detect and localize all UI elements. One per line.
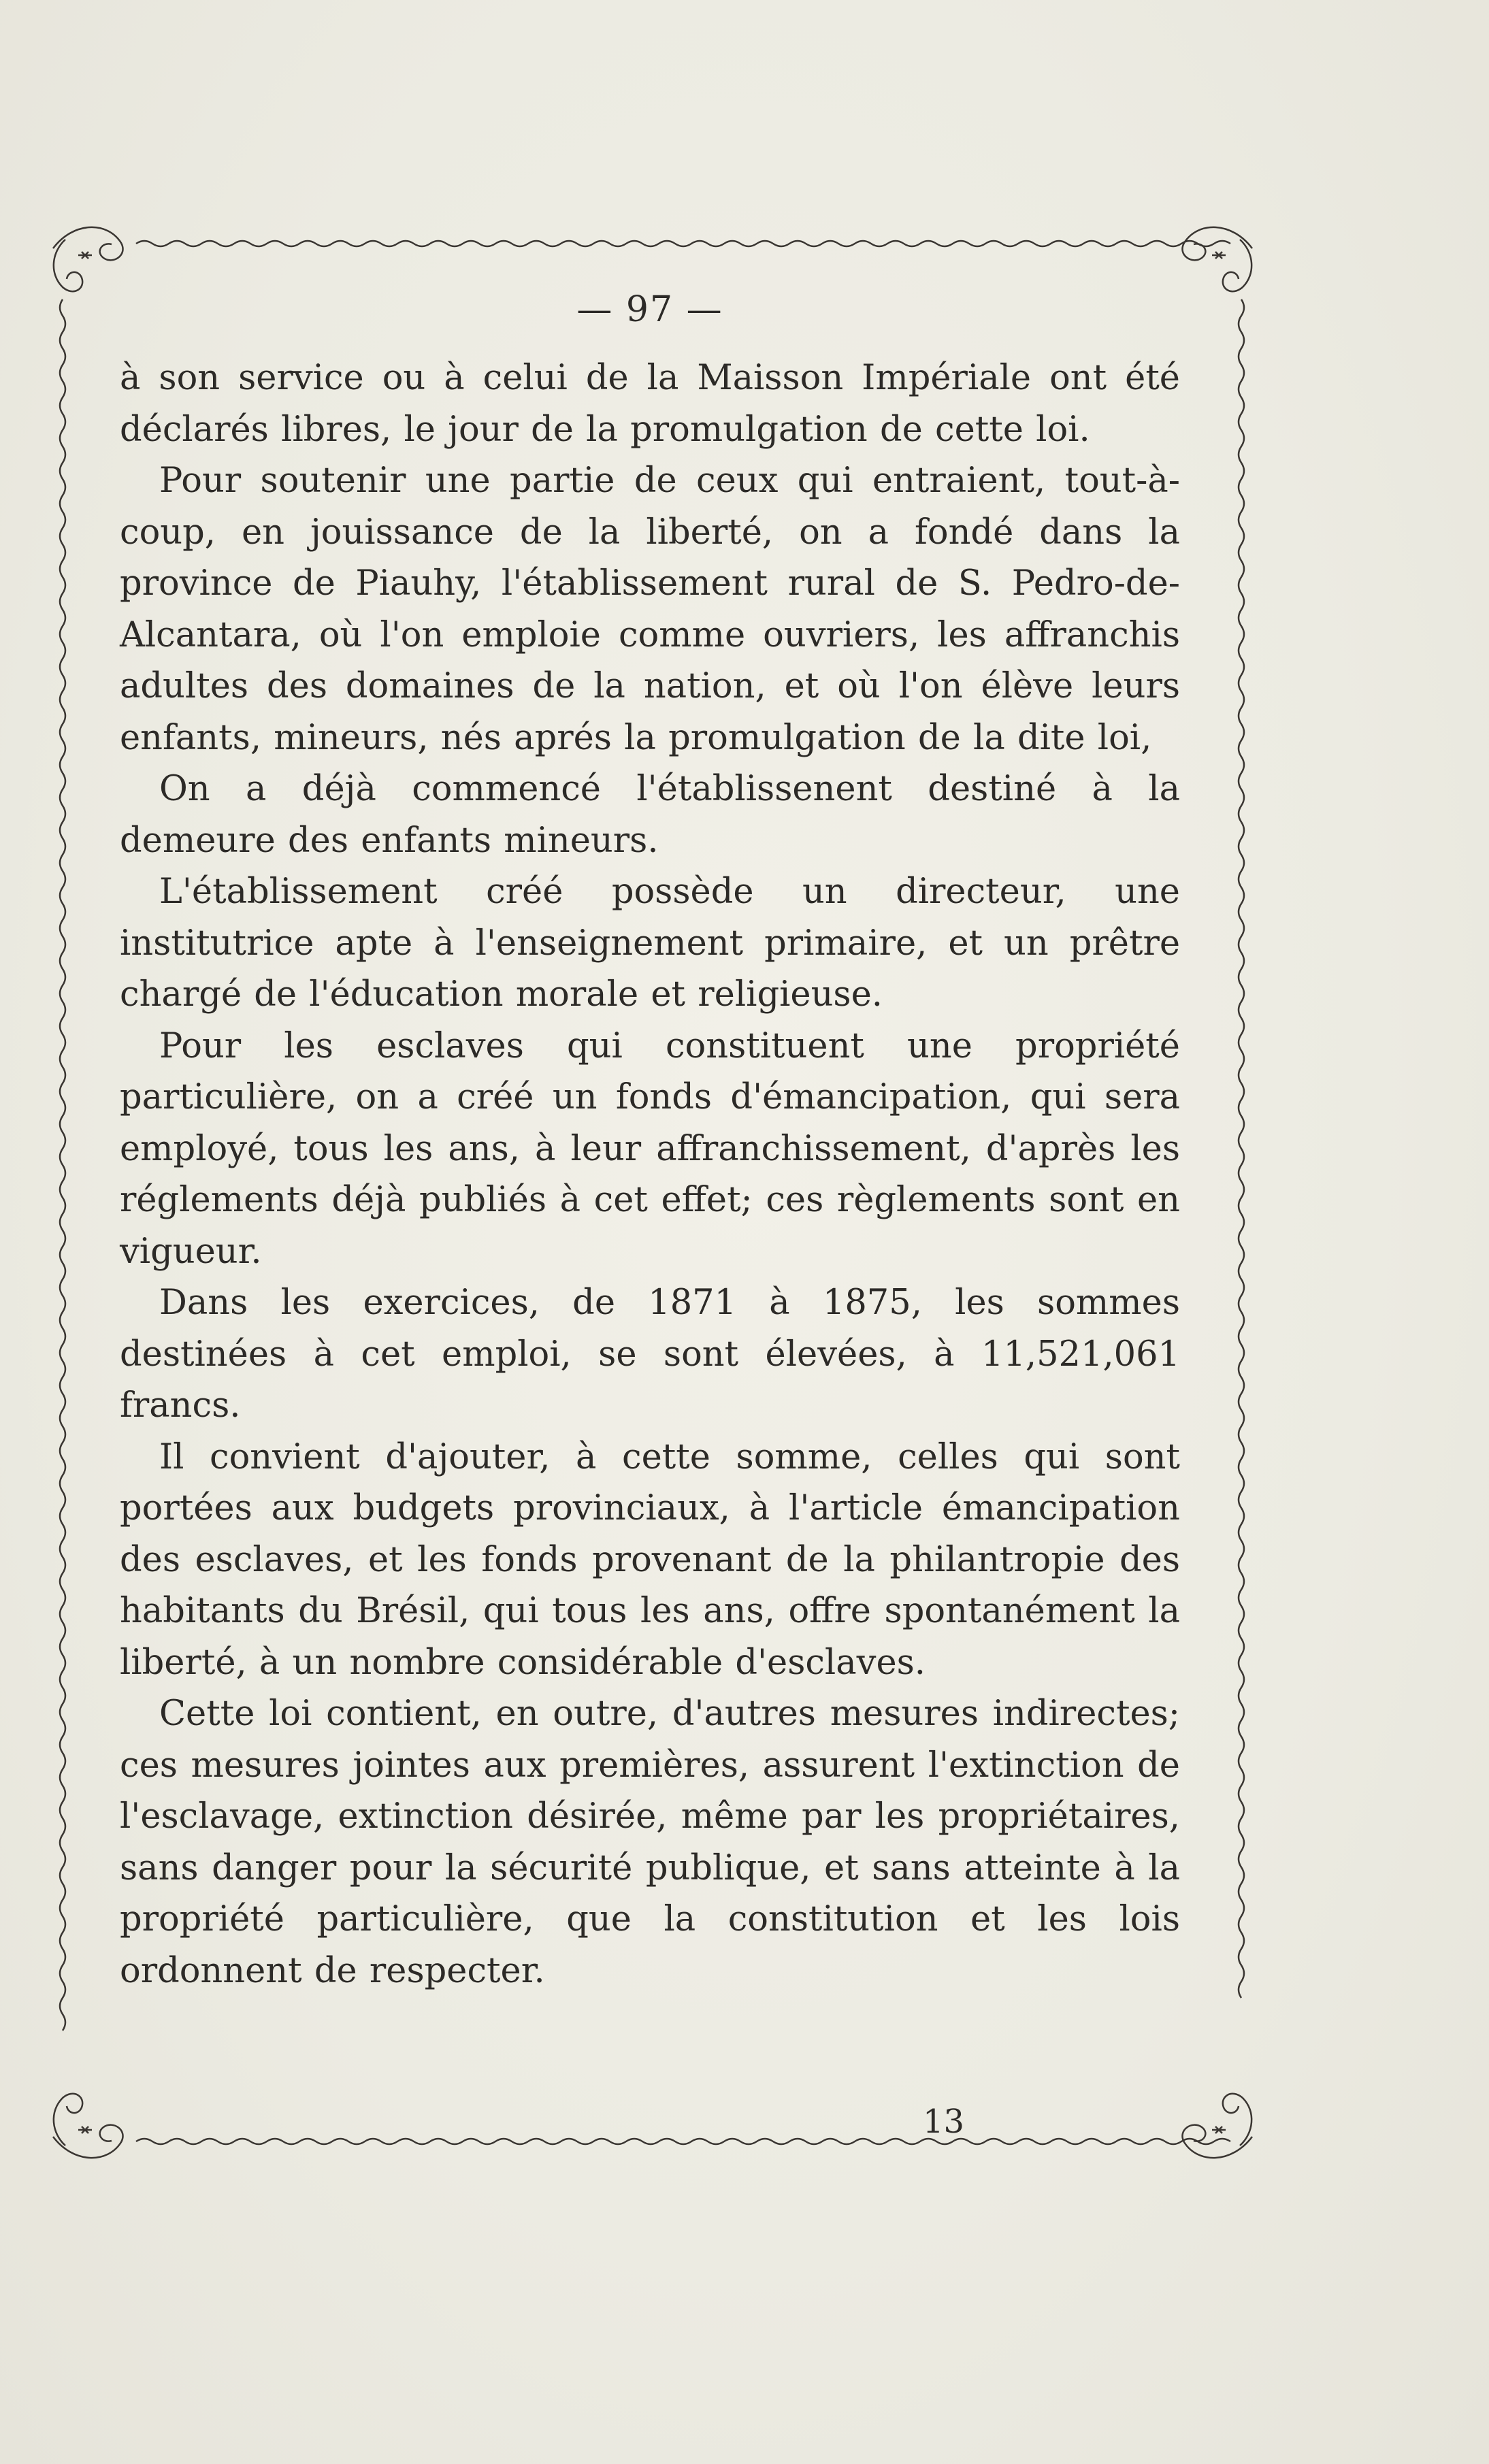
left-border-line (60, 299, 65, 2031)
corner-ornament-top-right (1182, 227, 1252, 291)
paragraph: L'établissement créé possède un directeur, une institutrice apte à l'enseignement primaire, et un prêtre chargé de l'éducation morale et religieuse. (120, 872, 1180, 1015)
bottom-border-line (136, 2139, 1230, 2144)
corner-ornament-top-left (53, 227, 123, 291)
right-border-line (1239, 299, 1244, 1998)
corner-ornament-bottom-left (53, 2094, 123, 2158)
top-border-line (136, 241, 1230, 246)
paragraph: Cette loi contient, en outre, d'autres mesures indirectes; ces mesures jointes aux premières, assurent l'extinction de l'esclavage, extinction désirée, même par les propriétaires, sans danger pour la sécurité publique, et sans atteinte à la propriété particulière, que la constitution et les lois ordonnent de respecter. (120, 1694, 1180, 1991)
paragraph: Pour les esclaves qui constituent une propriété particulière, on a créé un fonds d'émancipation, qui sera employé, tous les ans, à leur affranchissement, d'après les réglements déjà publiés à cet effet; ces règlements sont en vigueur. (120, 1025, 1180, 1272)
paragraph: On a déjà commencé l'établissenent destiné à la demeure des enfants mineurs. (120, 769, 1180, 861)
body-text (120, 352, 1180, 1997)
paragraph: Pour soutenir une partie de ceux qui entraient, tout-à-coup, en jouissance de la liberté, on a fondé dans la province de Piauhy, l'établissement rural de S. Pedro-de-Alcantara, où l'on emploie comme ouvriers, les affranchis adultes des domaines de la nation, et où l'on élève leurs enfants, mineurs, nés aprés la promulgation de la dite loi, (120, 461, 1180, 758)
paragraph: Dans les exercices, de 1871 à 1875, les sommes destinées à cet emploi, se sont élevées, à 11,521,061 francs. (120, 1283, 1180, 1426)
page-number: — 97 — (576, 289, 723, 330)
paragraph: Il convient d'ajouter, à cette somme, celles qui sont portées aux budgets provinciaux, à l'article émancipation des esclaves, et les fonds provenant de la philantropie des habitants du Brésil, qui tous les ans, offre spontanément la liberté, à un nombre considérable d'esclaves. (120, 1436, 1180, 1683)
paragraph: à son service ou à celui de la Maisson Impériale ont été déclarés libres, le jour de la promulgation de cette loi. (120, 358, 1180, 450)
page-content (120, 279, 1180, 1997)
printer-signature: 13 (923, 2103, 965, 2141)
corner-ornament-bottom-right (1182, 2094, 1252, 2158)
